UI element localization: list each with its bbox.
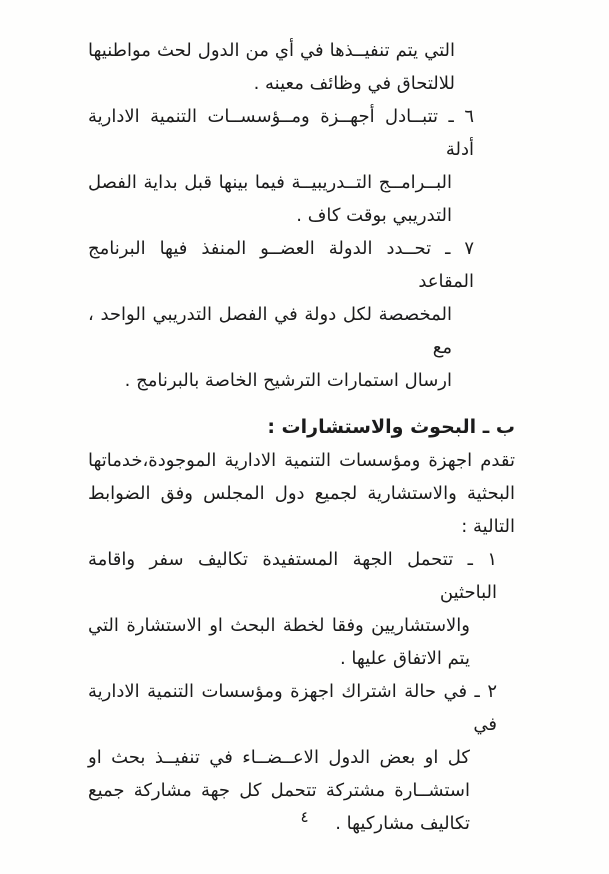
item-1 bbox=[88, 543, 497, 675]
section-b-intro bbox=[88, 444, 515, 543]
text-line: تكاليف مشاركيها . bbox=[335, 813, 470, 834]
text-line: التي يتم تنفيــذها في أي من الدول لحث مواطنيها bbox=[88, 40, 455, 61]
text-line: ارسال استمارات الترشيح الخاصة بالبرنامج . bbox=[124, 370, 452, 391]
item-7 bbox=[88, 232, 474, 397]
text-line: ٢ ـ في حالة اشتراك اجهزة ومؤسسات التنمية الادارية في bbox=[88, 681, 497, 735]
text-line: استشــارة مشتركة تتحمل كل جهة مشاركة جميع bbox=[88, 780, 470, 801]
item-6 bbox=[88, 100, 474, 232]
page-number: ٤ bbox=[300, 808, 309, 826]
text-line: ب ـ البحوث والاستشارات : bbox=[267, 416, 515, 438]
opening-paragraph bbox=[88, 34, 455, 100]
text-line: تقدم اجهزة ومؤسسات التنمية الادارية الموجودة،خدماتها bbox=[88, 450, 515, 471]
text-line: ٧ ـ تحــدد الدولة العضــو المنفذ فيها البرنامج المقاعد bbox=[88, 238, 474, 292]
text-line: البحثية والاستشارية لجميع دول المجلس وفق الضوابط bbox=[88, 483, 515, 504]
text-line: يتم الاتفاق عليها . bbox=[339, 648, 470, 669]
text-line: المخصصة لكل دولة في الفصل التدريبي الواحد ، مع bbox=[88, 304, 452, 358]
section-b-heading bbox=[88, 411, 515, 444]
text-line: التدريبي بوقت كاف . bbox=[296, 205, 452, 226]
text-line: ١ ـ تتحمل الجهة المستفيدة تكاليف سفر واقامة الباحثين bbox=[88, 549, 497, 603]
text-line: البــرامــج التــدريبيــة فيما بينها قبل بداية الفصل bbox=[88, 172, 452, 193]
text-line: والاستشاريين وفقا لخطة البحث او الاستشارة التي bbox=[88, 615, 470, 636]
text-line: ٦ ـ تتبــادل أجهــزة ومــؤسســات التنمية الادارية أدلة bbox=[88, 106, 474, 160]
text-line: للالتحاق في وظائف معينه . bbox=[253, 73, 455, 94]
text-line: التالية : bbox=[461, 516, 515, 537]
text-line: كل او بعض الدول الاعــضــاء في تنفيــذ بحث او bbox=[88, 747, 470, 768]
